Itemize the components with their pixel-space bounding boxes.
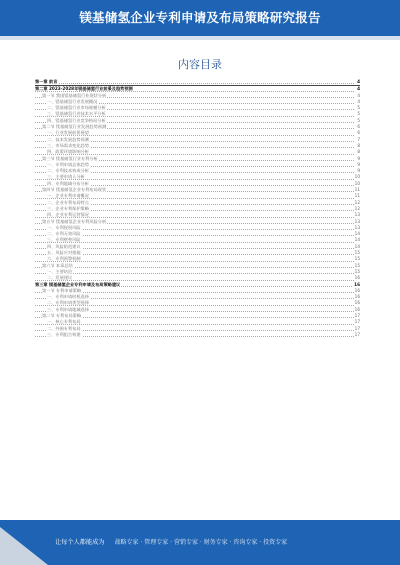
toc-entry-text: 三、企业专利保护策略 [47,205,89,211]
toc-entry-text: 一、专利申请总体趋势 [47,161,89,167]
toc-page-number: 14 [354,237,360,243]
toc-dot-leader [35,225,354,230]
toc-dot-leader [35,332,354,337]
toc-entry-text: 六、专利预警机制 [47,256,81,262]
toc-dot-leader [35,288,354,293]
toc-page-number: 16 [354,281,360,287]
toc-entry-text: 一、专利侵权风险 [47,224,81,230]
toc-entry-text: 第五节 镁基储氢企业专利风险分析 [42,218,107,224]
toc-entry-text: 三、专利申请地域选择 [47,306,89,312]
toc-entry-text: 第六节 本章总结 [42,262,73,268]
toc-page-number: 7 [357,136,360,142]
toc-page-number: 16 [354,287,360,293]
toc-entry-text: 第三章 镁基储氢企业专利申请及布局策略建议 [35,281,121,287]
toc-page-number: 16 [354,300,360,306]
toc-entry-text: 第二节 专利布局策略 [42,312,82,318]
toc-page-number: 14 [354,231,360,237]
toc-page-number: 16 [354,294,360,300]
toc-entry-text: 五、风险应对措施 [47,250,81,256]
toc-page-number: 9 [357,155,360,161]
toc-page-number: 11 [354,187,360,193]
toc-page-number: 11 [354,193,360,199]
toc-page-number: 6 [357,130,360,136]
toc-entry-text: 四、专利地域分布分析 [47,180,89,186]
toc-entry-text: 第二节 镁基储氢行业发展趋势预测 [42,124,107,130]
toc-dot-leader [35,79,354,84]
toc-entry-text: 二、发展建议 [47,275,73,281]
toc-entry-text: 三、专利壁垒风险 [47,237,81,243]
toc-dot-leader [35,256,354,261]
toc-page-number: 17 [354,312,360,318]
toc-page-number: 4 [357,86,360,92]
toc-page-number: 5 [357,117,360,123]
toc-entry-text: 第一节 专利申请策略 [42,287,82,293]
toc-entry-text: 四、企业专利运营情况 [47,212,89,218]
toc-entry-text: 第一节 我国镁基储氢行业现状分析 [42,92,107,98]
toc-dot-leader [35,263,354,268]
toc-entry-text: 二、外围专利布局 [47,325,81,331]
toc-entry-text: 三、镁基储氢行业技术水平分析 [47,111,106,117]
toc-dot-leader [35,319,354,324]
toc-page-number: 17 [354,331,360,337]
toc-entry-text: 二、专利无效风险 [47,231,81,237]
toc-page-number: 13 [354,218,360,224]
toc-page-number: 15 [354,256,360,262]
toc-entry-text: 第四节 镁基储氢企业专利布局现状 [42,187,107,193]
toc-page-number: 12 [354,205,360,211]
toc-entry-text: 二、技术发展趋势预测 [47,136,89,142]
toc-page-number: 5 [357,105,360,111]
toc-entry-text: 四、政策环境影响分析 [47,149,89,155]
header-divider [0,36,400,40]
toc-page-number: 5 [357,111,360,117]
footer-lead: 让每个人都能成为 [55,539,105,546]
toc-entry-text: 一、主要结论 [47,268,73,274]
toc-entry-text: 一、核心专利布局 [47,319,81,325]
toc-page-number: 17 [354,319,360,325]
toc-dot-leader [35,326,354,331]
toc-entry-text: 一、行业发展前景展望 [47,130,89,136]
toc-page-number: 12 [354,199,360,205]
toc-subsection-row[interactable] [35,332,360,338]
toc-entry-text: 一、镁基储氢行业发展概况 [47,98,98,104]
toc-title: 内容目录 [178,58,222,71]
toc-page-number: 16 [354,306,360,312]
toc-entry-text: 二、专利技术构成分析 [47,168,89,174]
toc-page-number: 4 [357,92,360,98]
toc-page-number: 9 [357,161,360,167]
toc-entry-text: 一、专利申请时机选择 [47,294,89,300]
toc-page-number: 10 [354,180,360,186]
report-title: 镁基储氢企业专利申请及布局策略研究报告 [79,10,321,25]
toc-entry-text: 四、风险防范建议 [47,243,81,249]
toc-list [35,79,360,338]
toc-entry-text: 第三节 镁基储氢行业专利分析 [42,155,98,161]
toc-page-number: 15 [354,262,360,268]
toc-entry-text: 四、镁基储氢行业竞争格局分析 [47,117,106,123]
toc-page-number: 8 [357,142,360,148]
toc-dot-leader [35,231,354,236]
toc-dot-leader [35,237,354,242]
toc-page-number: 9 [357,168,360,174]
toc-dot-leader [35,275,354,280]
toc-entry-text: 二、企业专利布局特点 [47,199,89,205]
toc-page-number: 17 [354,325,360,331]
toc-page-number: 6 [357,124,360,130]
toc-entry-text: 三、专利组合构建 [47,331,81,337]
toc-entry-text: 三、市场需求变化趋势 [47,142,89,148]
toc-page-number: 13 [354,224,360,230]
toc-chapter-row[interactable] [35,79,360,86]
footer-slogan [55,520,287,565]
toc-page-number: 13 [354,212,360,218]
toc-dot-leader [35,250,354,255]
footer-text: 战略专家 · 管理专家 · 营销专家 · 财务专家 · 咨询专家 · 投资专家 [114,539,288,546]
toc-page-number: 4 [357,79,360,84]
toc-page-number: 15 [354,250,360,256]
toc-entry-text: 第二章 2023-2028年镁基储氢行业前景及趋势预测 [35,86,133,92]
toc-entry-text: 一、企业专利申请概况 [47,193,89,199]
toc-page-number: 15 [354,268,360,274]
toc-entry-text: 三、主要申请人分析 [47,174,85,180]
footer-triangle-decoration [0,527,48,565]
toc-entry-text: 第一章 前言 [35,79,58,84]
toc-page-number: 10 [354,174,360,180]
toc-page-number: 16 [354,275,360,281]
toc-page-number: 8 [357,149,360,155]
toc-entry-text: 二、镁基储氢行业市场规模分析 [47,105,106,111]
toc-dot-leader [35,244,354,249]
toc-entry-text: 二、专利申请类型选择 [47,300,89,306]
toc-dot-leader [35,269,354,274]
toc-page-number: 14 [354,243,360,249]
toc-dot-leader [35,313,354,318]
toc-page-number: 4 [357,98,360,104]
